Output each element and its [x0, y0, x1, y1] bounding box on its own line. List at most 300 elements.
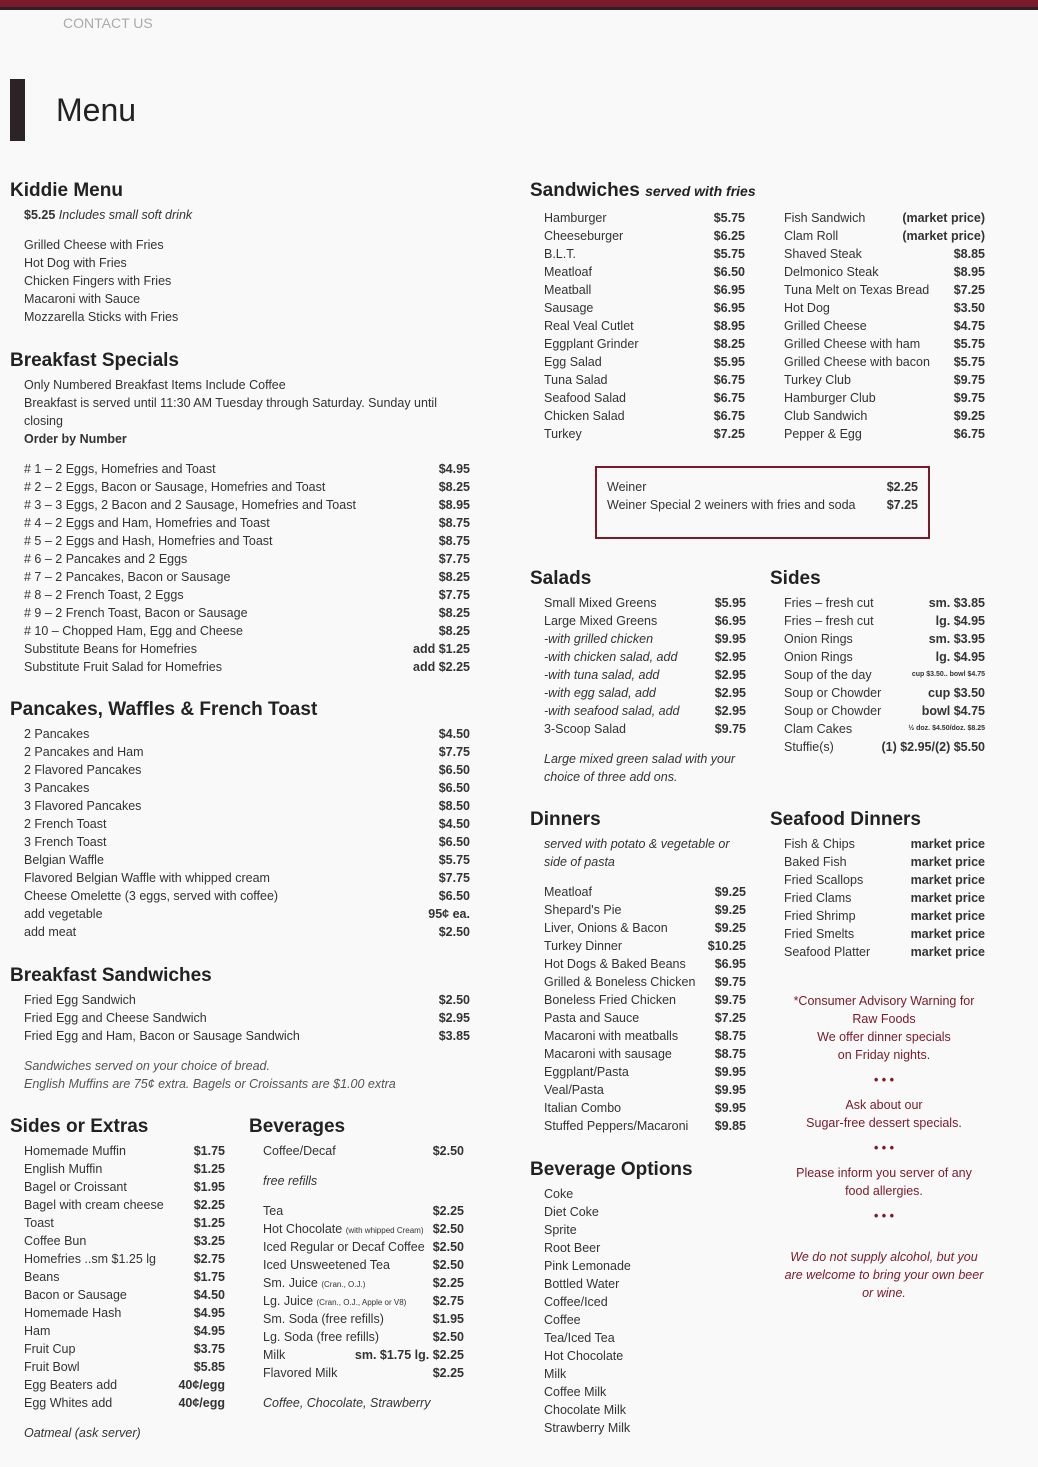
- menu-item: [24, 604, 470, 622]
- item-name: Shaved Steak: [784, 247, 862, 261]
- item-price: $3.25: [193, 1234, 225, 1248]
- item-name: -with egg salad, add: [544, 686, 656, 700]
- menu-item: [24, 887, 470, 905]
- item-name: [263, 1220, 424, 1238]
- notice-line: are welcome to bring your own beer: [784, 1268, 984, 1282]
- bsandwich-list: [10, 991, 470, 1045]
- item-price: $2.95: [714, 650, 746, 664]
- menu-item: [544, 281, 745, 299]
- item-name: 2 French Toast: [24, 817, 107, 831]
- item-name: Homemade Hash: [24, 1306, 122, 1320]
- menu-item: [544, 407, 745, 425]
- item-price: $7.25: [713, 427, 745, 441]
- item-name: Belgian Waffle: [24, 853, 104, 867]
- item-name: Hamburger: [544, 211, 607, 225]
- item-price: $6.25: [713, 229, 745, 243]
- menu-item: [544, 1117, 746, 1135]
- item-price: market price: [910, 891, 985, 905]
- item-name: 3-Scoop Salad: [544, 722, 627, 736]
- item-name: Meatloaf: [544, 265, 592, 279]
- item-name: Stuffie(s): [784, 740, 834, 754]
- kiddie-section: [10, 180, 470, 326]
- item-name: Shepard's Pie: [544, 903, 622, 917]
- menu-item: [784, 943, 985, 961]
- item-name: Turkey Dinner: [544, 939, 623, 953]
- item-name: Stuffed Peppers/Macaroni: [544, 1119, 689, 1133]
- item-price: $4.95: [438, 462, 470, 476]
- sandwich-subtitle: served with fries: [645, 183, 756, 199]
- item-name: Cheeseburger: [544, 229, 624, 243]
- menu-item: [24, 1340, 225, 1358]
- bev-options-list: [530, 1185, 746, 1437]
- page-title: Menu: [56, 92, 137, 128]
- dinners-title: Dinners: [530, 809, 601, 830]
- item-name: Small Mixed Greens: [544, 596, 657, 610]
- item-name: Italian Combo: [544, 1101, 622, 1115]
- kiddie-list: [10, 236, 470, 326]
- breakfast-note-hours: Breakfast is served until 11:30 AM Tuesday through Saturday. Sunday until closing: [24, 396, 437, 428]
- menu-item: [784, 594, 985, 612]
- seafood-section: [770, 809, 985, 961]
- menu-item: [24, 1304, 225, 1322]
- item-price: $2.95: [714, 686, 746, 700]
- item-price: $2.50: [438, 993, 470, 1007]
- item-name: # 4 – 2 Eggs and Ham, Homefries and Toast: [24, 516, 270, 530]
- item-name: Egg Salad: [544, 355, 602, 369]
- beverages-section: [249, 1116, 464, 1412]
- extras-title: Sides or Extras: [10, 1116, 149, 1137]
- item-name: [263, 1346, 285, 1364]
- item-name-text: Lg. Soda (free refills): [263, 1330, 380, 1344]
- sides-title: Sides: [770, 568, 821, 589]
- item-name: Fruit Cup: [24, 1342, 76, 1356]
- item-name: Beans: [24, 1270, 60, 1284]
- menu-item: [544, 209, 745, 227]
- top-bar: [0, 0, 1038, 10]
- breakfast-note-coffee: Only Numbered Breakfast Items Include Coffee: [24, 378, 286, 392]
- item-note: (Cran., O.J., Apple or V8): [316, 1298, 407, 1307]
- menu-item: [784, 353, 985, 371]
- item-price: $9.95: [714, 632, 746, 646]
- item-price: $7.75: [438, 745, 470, 759]
- item-name: Coffee/Decaf: [263, 1144, 336, 1158]
- menu-item: [544, 937, 746, 955]
- item-price: $9.95: [714, 1101, 746, 1115]
- item-price: market price: [910, 945, 985, 959]
- breakfast-note-order: Order by Number: [24, 432, 127, 446]
- kiddie-title: Kiddie Menu: [10, 180, 123, 201]
- item-price: $2.25: [886, 480, 918, 494]
- item-name-text: Sm. Juice: [263, 1276, 322, 1290]
- menu-item: [784, 299, 985, 317]
- item-price: $2.50: [432, 1330, 464, 1344]
- menu-item: [544, 666, 746, 684]
- salads-section: [530, 568, 746, 786]
- item-name: Fries – fresh cut: [784, 596, 874, 610]
- sandwich-section: [530, 180, 990, 206]
- item-price: $9.25: [714, 921, 746, 935]
- menu-item: [24, 923, 470, 941]
- notice-sugar-free: [784, 1096, 984, 1132]
- menu-item: [263, 1202, 464, 1220]
- item-name: Weiner Special 2 weiners with fries and soda: [607, 498, 856, 512]
- item-name-text: Iced Unsweetened Tea: [263, 1258, 390, 1272]
- item-name: Grilled Cheese with bacon: [784, 355, 930, 369]
- bsandwich-title: Breakfast Sandwiches: [10, 965, 212, 986]
- pancakes-list: [10, 725, 470, 941]
- item-price: $8.25: [438, 606, 470, 620]
- item-name: Flavored Belgian Waffle with whipped cream: [24, 871, 270, 885]
- item-name: 3 Flavored Pancakes: [24, 799, 142, 813]
- item-name: Sausage: [544, 301, 594, 315]
- item-name: Tuna Salad: [544, 373, 608, 387]
- item-name: Grilled & Boneless Chicken: [544, 975, 696, 989]
- item-name: Soup or Chowder: [784, 686, 882, 700]
- pancakes-title: Pancakes, Waffles & French Toast: [10, 699, 318, 720]
- notice-line: Sugar-free dessert specials.: [806, 1116, 962, 1130]
- item-name: 2 Flavored Pancakes: [24, 763, 142, 777]
- menu-item: [544, 973, 746, 991]
- menu-item: [544, 702, 746, 720]
- menu-item: [24, 1214, 225, 1232]
- menu-item: [249, 1142, 464, 1160]
- list-item: Coffee/Iced: [544, 1295, 608, 1309]
- item-price: 40¢/egg: [178, 1396, 225, 1410]
- item-name: Grilled Cheese with ham: [784, 337, 921, 351]
- breakfast-title: Breakfast Specials: [10, 350, 179, 371]
- menu-item: [24, 743, 470, 761]
- list-item: Grilled Cheese with Fries: [24, 238, 164, 252]
- menu-item: [24, 761, 470, 779]
- item-price: $6.75: [953, 427, 985, 441]
- menu-item: [784, 925, 985, 943]
- item-name: -with tuna salad, add: [544, 668, 660, 682]
- item-name: # 7 – 2 Pancakes, Bacon or Sausage: [24, 570, 231, 584]
- item-name-text: Milk: [263, 1348, 286, 1362]
- item-name-text: Flavored Milk: [263, 1366, 338, 1380]
- bev-options-title: Beverage Options: [530, 1159, 693, 1180]
- item-price: $9.25: [953, 409, 985, 423]
- item-name: # 2 – 2 Eggs, Bacon or Sausage, Homefries and Toast: [24, 480, 326, 494]
- extras-list: [10, 1142, 225, 1412]
- menu-item: [784, 648, 985, 666]
- menu-item: [784, 720, 985, 738]
- item-name: Boneless Fried Chicken: [544, 993, 677, 1007]
- item-name: Turkey: [544, 427, 582, 441]
- item-price: market price: [910, 927, 985, 941]
- item-price: cup $3.50.. bowl $4.75: [911, 671, 985, 678]
- item-price: $5.75: [713, 247, 745, 261]
- item-price: $6.50: [438, 763, 470, 777]
- item-price: $8.25: [438, 570, 470, 584]
- item-name: # 3 – 3 Eggs, 2 Bacon and 2 Sausage, Homefries and Toast: [24, 498, 356, 512]
- item-price: $4.50: [438, 817, 470, 831]
- item-price: sm. $3.95: [928, 632, 985, 646]
- item-price: $1.95: [432, 1312, 464, 1326]
- item-price: $2.25: [193, 1198, 225, 1212]
- bsandwich-note-extra: English Muffins are 75¢ extra. Bagels or Croissants are $1.00 extra: [24, 1077, 396, 1091]
- menu-item: [544, 335, 745, 353]
- notice-line: food allergies.: [845, 1184, 923, 1198]
- separator-dots: • • •: [873, 1141, 895, 1155]
- menu-item: [263, 1220, 464, 1238]
- list-item: Hot Chocolate: [544, 1349, 624, 1363]
- extras-note: Oatmeal (ask server): [24, 1426, 141, 1440]
- item-name: Cheese Omelette (3 eggs, served with coffee): [24, 889, 279, 903]
- menu-item: [544, 263, 745, 281]
- item-name: [263, 1202, 283, 1220]
- item-price: $9.25: [714, 885, 746, 899]
- item-price: $6.95: [714, 957, 746, 971]
- sides-list: [770, 594, 985, 756]
- item-price: lg. $4.95: [935, 614, 985, 628]
- notice-line: on Friday nights.: [837, 1048, 931, 1062]
- menu-item: [24, 869, 470, 887]
- item-name: Hot Dogs & Baked Beans: [544, 957, 686, 971]
- sandwich-title: [530, 180, 990, 202]
- item-name: # 10 – Chopped Ham, Egg and Cheese: [24, 624, 243, 638]
- salads-note: Large mixed green salad with your choice of three add ons.: [544, 752, 736, 784]
- item-price: $6.50: [438, 835, 470, 849]
- item-price: $8.25: [438, 624, 470, 638]
- item-name-text: Tea: [263, 1204, 284, 1218]
- item-name: # 9 – 2 French Toast, Bacon or Sausage: [24, 606, 248, 620]
- menu-item: [544, 425, 745, 443]
- item-name: -with seafood salad, add: [544, 704, 680, 718]
- item-name: Club Sandwich: [784, 409, 868, 423]
- menu-item: [544, 371, 745, 389]
- menu-item: [544, 648, 746, 666]
- item-name: 2 Pancakes and Ham: [24, 745, 144, 759]
- list-item: Diet Coke: [544, 1205, 599, 1219]
- item-name: Weiner: [607, 480, 647, 494]
- menu-item: [784, 853, 985, 871]
- menu-item: [24, 640, 470, 658]
- item-price: $2.95: [714, 704, 746, 718]
- item-name: English Muffin: [24, 1162, 103, 1176]
- item-price: bowl $4.75: [921, 704, 985, 718]
- item-name: Fried Scallops: [784, 873, 864, 887]
- menu-item: [24, 1178, 225, 1196]
- item-name: Egg Whites add: [24, 1396, 113, 1410]
- notice-line: or wine.: [862, 1286, 906, 1300]
- item-name: Toast: [24, 1216, 54, 1230]
- separator-dots: • • •: [873, 1209, 895, 1223]
- item-price: $2.25: [432, 1366, 464, 1380]
- menu-item: [784, 630, 985, 648]
- menu-item: [24, 460, 470, 478]
- item-name: Clam Cakes: [784, 722, 853, 736]
- item-price: $6.75: [713, 391, 745, 405]
- menu-item: [544, 1099, 746, 1117]
- menu-item: [24, 478, 470, 496]
- item-price: $4.50: [438, 727, 470, 741]
- menu-item: [24, 496, 470, 514]
- item-name-text: Hot Chocolate: [263, 1222, 346, 1236]
- item-price: $7.75: [438, 871, 470, 885]
- menu-item: [24, 905, 470, 923]
- item-price: $1.25: [193, 1216, 225, 1230]
- notice-line: Please inform you server of any: [796, 1166, 972, 1180]
- item-price: $9.95: [714, 1065, 746, 1079]
- item-name: Bacon or Sausage: [24, 1288, 127, 1302]
- item-name: Eggplant Grinder: [544, 337, 639, 351]
- item-name: -with chicken salad, add: [544, 650, 678, 664]
- menu-item: [24, 725, 470, 743]
- item-name: Large Mixed Greens: [544, 614, 658, 628]
- notice-line: Ask about our: [845, 1098, 923, 1112]
- item-price: $7.25: [714, 1011, 746, 1025]
- menu-item: [784, 889, 985, 907]
- item-price: ½ doz. $4.50/doz. $8.25: [908, 725, 985, 732]
- item-name: B.L.T.: [544, 247, 576, 261]
- dinners-section: [530, 809, 746, 1135]
- item-price: (1) $2.95/(2) $5.50: [881, 740, 985, 754]
- menu-item: [544, 919, 746, 937]
- list-item: Coffee: [544, 1313, 581, 1327]
- item-name: [263, 1274, 365, 1292]
- item-name: Turkey Club: [784, 373, 851, 387]
- menu-item: [784, 317, 985, 335]
- menu-item: [784, 738, 985, 756]
- item-price: $9.75: [714, 975, 746, 989]
- menu-item: [544, 612, 746, 630]
- list-item: Macaroni with Sauce: [24, 292, 141, 306]
- menu-item: [544, 991, 746, 1009]
- item-name: Bagel or Croissant: [24, 1180, 127, 1194]
- notice-advisory: [784, 992, 984, 1064]
- item-name: [263, 1328, 379, 1346]
- item-price: $2.50: [432, 1240, 464, 1254]
- menu-item: [263, 1256, 464, 1274]
- item-price: $5.75: [953, 355, 985, 369]
- sides-section: [770, 568, 985, 756]
- list-item: Pink Lemonade: [544, 1259, 631, 1273]
- menu-item: [784, 835, 985, 853]
- item-price: $5.95: [713, 355, 745, 369]
- item-name: Fried Egg Sandwich: [24, 993, 136, 1007]
- item-name: 2 Pancakes: [24, 727, 90, 741]
- menu-item: [24, 1009, 470, 1027]
- item-price: $8.85: [953, 247, 985, 261]
- menu-item: [544, 317, 745, 335]
- item-name: Egg Beaters add: [24, 1378, 118, 1392]
- item-name: [263, 1310, 384, 1328]
- list-item: Chocolate Milk: [544, 1403, 626, 1417]
- item-price: $4.50: [193, 1288, 225, 1302]
- menu-item: [784, 281, 985, 299]
- item-price: $5.75: [713, 211, 745, 225]
- item-name: Fish Sandwich: [784, 211, 866, 225]
- notice-line: *Consumer Advisory Warning for: [793, 994, 975, 1008]
- bev-options-section: [530, 1159, 746, 1437]
- menu-item: [24, 815, 470, 833]
- item-price: $2.50: [438, 925, 470, 939]
- item-name: Pasta and Sauce: [544, 1011, 640, 1025]
- item-price: market price: [910, 855, 985, 869]
- item-price: $8.75: [438, 534, 470, 548]
- item-price: market price: [910, 873, 985, 887]
- extras-section: [10, 1116, 225, 1442]
- menu-item: [544, 227, 745, 245]
- item-note: (Cran., O.J.): [321, 1280, 366, 1289]
- item-name: Hamburger Club: [784, 391, 876, 405]
- item-name: Eggplant/Pasta: [544, 1065, 629, 1079]
- item-price: $4.75: [953, 319, 985, 333]
- menu-item: [24, 1232, 225, 1250]
- menu-item: [544, 955, 746, 973]
- item-price: market price: [910, 837, 985, 851]
- menu-item: [263, 1310, 464, 1328]
- menu-item: [24, 532, 470, 550]
- item-price: sm. $3.85: [928, 596, 985, 610]
- item-price: $8.50: [438, 799, 470, 813]
- item-price: $8.75: [714, 1029, 746, 1043]
- title-accent-bar: [10, 79, 25, 141]
- salads-title: Salads: [530, 568, 592, 589]
- item-price: $8.75: [438, 516, 470, 530]
- item-price: $8.95: [953, 265, 985, 279]
- menu-item: [784, 371, 985, 389]
- menu-item: [544, 901, 746, 919]
- item-price: $1.75: [193, 1270, 225, 1284]
- item-price: $9.85: [714, 1119, 746, 1133]
- item-name: Hot Dog: [784, 301, 830, 315]
- list-item: Chicken Fingers with Fries: [24, 274, 172, 288]
- menu-item: [784, 612, 985, 630]
- menu-item: [544, 353, 745, 371]
- menu-item: [544, 594, 746, 612]
- item-price: $3.50: [953, 301, 985, 315]
- item-name: Fried Egg and Cheese Sandwich: [24, 1011, 207, 1025]
- menu-item: [24, 1376, 225, 1394]
- menu-item: [24, 514, 470, 532]
- menu-item: [784, 263, 985, 281]
- item-price: sm. $1.75 lg. $2.25: [354, 1348, 464, 1362]
- item-price: $5.85: [193, 1360, 225, 1374]
- menu-item: [784, 425, 985, 443]
- item-price: $6.95: [713, 301, 745, 315]
- item-name: Fries – fresh cut: [784, 614, 874, 628]
- item-price: $2.50: [432, 1144, 464, 1158]
- item-price: $7.75: [438, 588, 470, 602]
- menu-item: [784, 209, 985, 227]
- item-name: Clam Roll: [784, 229, 839, 243]
- item-price: $5.95: [714, 596, 746, 610]
- menu-item: [784, 871, 985, 889]
- item-price: $8.25: [438, 480, 470, 494]
- beverages-note: Coffee, Chocolate, Strawberry: [263, 1396, 431, 1410]
- item-price: $2.50: [432, 1222, 464, 1236]
- item-price: $1.25: [193, 1162, 225, 1176]
- item-price: 40¢/egg: [178, 1378, 225, 1392]
- item-price: $1.75: [193, 1144, 225, 1158]
- menu-item: [607, 478, 918, 496]
- bsandwich-note-bread: Sandwiches served on your choice of bread.: [24, 1059, 270, 1073]
- contact-us-link[interactable]: CONTACT US: [63, 15, 153, 31]
- item-name: Homemade Muffin: [24, 1144, 126, 1158]
- list-item: Strawberry Milk: [544, 1421, 631, 1435]
- item-price: $6.50: [438, 781, 470, 795]
- menu-item: [24, 568, 470, 586]
- menu-item: [544, 299, 745, 317]
- item-price: $2.95: [714, 668, 746, 682]
- notice-allergies: [784, 1164, 984, 1200]
- menu-item: [544, 1009, 746, 1027]
- item-name: Real Veal Cutlet: [544, 319, 634, 333]
- menu-item: [24, 1322, 225, 1340]
- item-price: $6.50: [713, 265, 745, 279]
